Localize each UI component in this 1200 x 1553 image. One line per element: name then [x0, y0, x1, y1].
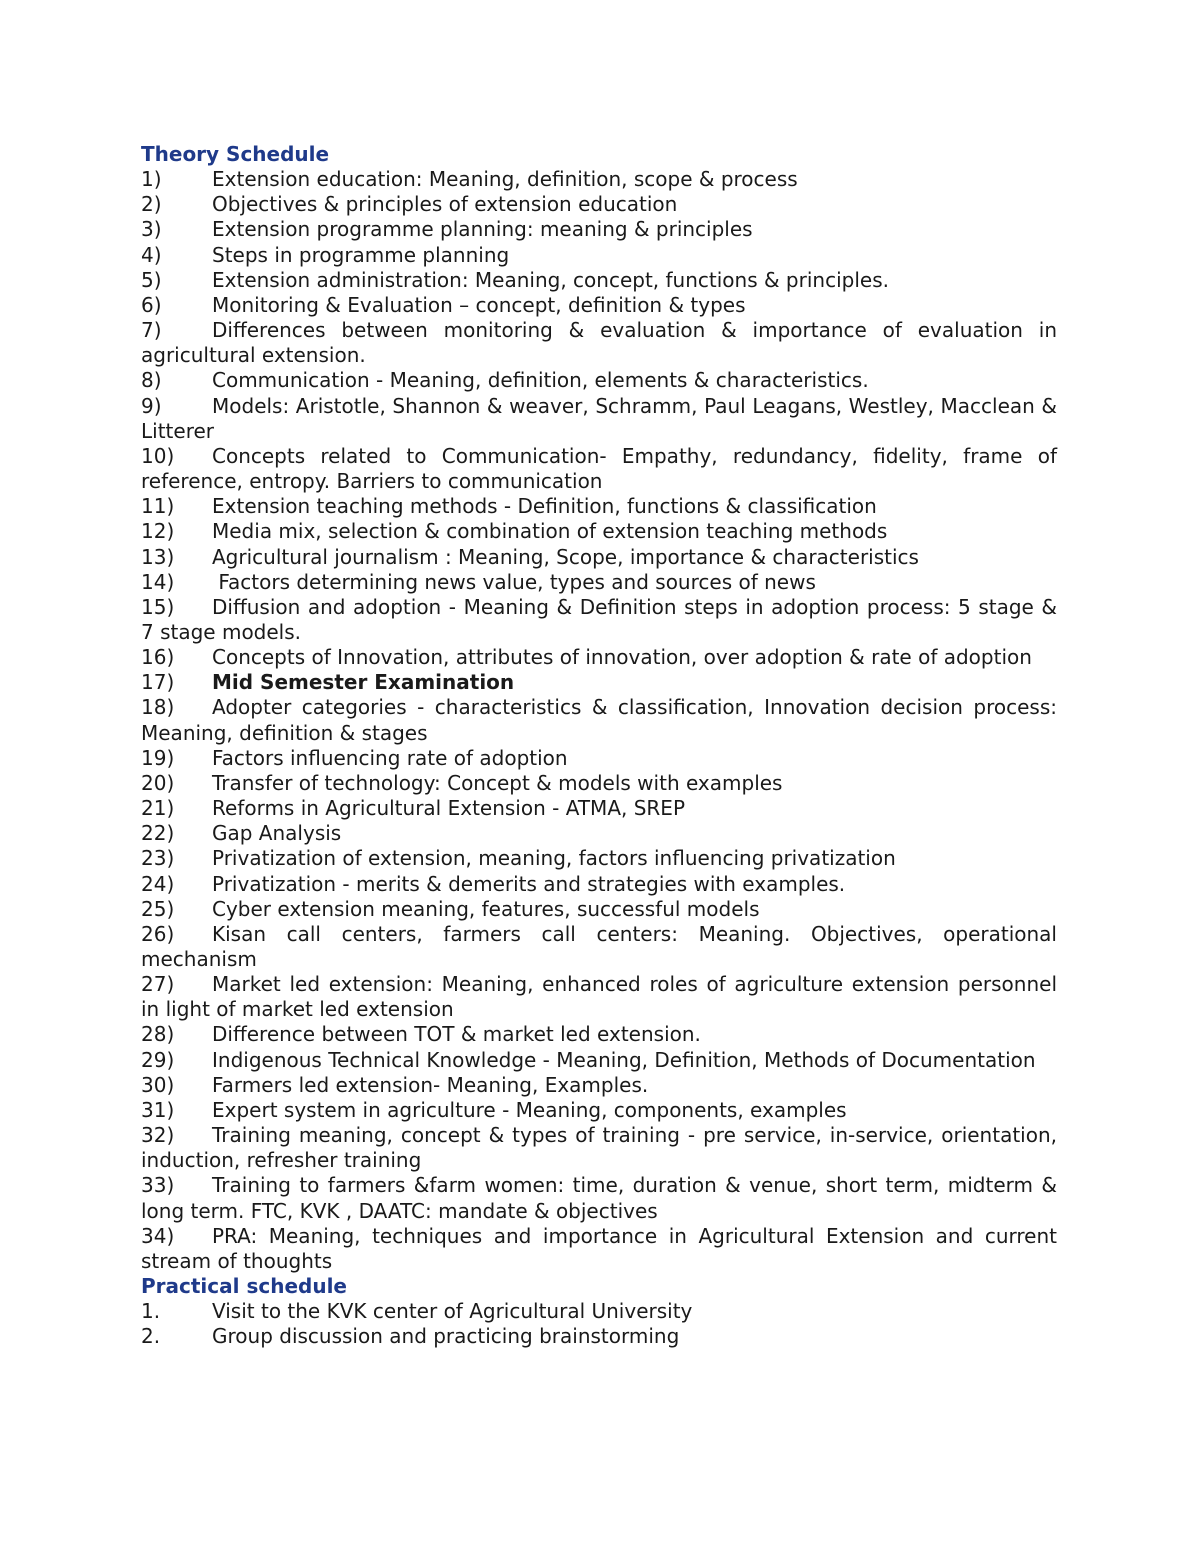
- theory-item-number: 28): [141, 1022, 175, 1047]
- theory-item-number: 19): [141, 745, 175, 770]
- theory-item: [141, 796, 1057, 821]
- theory-item-text: Extension programme planning: meaning & principles: [212, 217, 753, 242]
- theory-item: [141, 318, 1057, 368]
- theory-item: [141, 243, 1057, 268]
- theory-item: [141, 595, 1057, 645]
- practical-item-text: Group discussion and practicing brainstorming: [212, 1324, 680, 1349]
- practical-schedule-list: [141, 1299, 1057, 1349]
- theory-item-number: 3): [141, 217, 162, 242]
- theory-item-number: 31): [141, 1097, 175, 1122]
- theory-item-text: Extension education: Meaning, definition, scope & process: [212, 167, 798, 192]
- theory-item-text: Expert system in agriculture - Meaning, components, examples: [212, 1097, 847, 1122]
- theory-item-text: Differences between monitoring & evaluation & importance of evaluation in agricultural extension.: [141, 318, 1057, 368]
- theory-item-text: Mid Semester Examination: [212, 670, 515, 695]
- practical-item: [141, 1299, 1057, 1324]
- theory-item-number: 15): [141, 594, 175, 619]
- document-page: [141, 142, 1057, 1350]
- theory-item-number: 33): [141, 1173, 175, 1198]
- theory-item: [141, 293, 1057, 318]
- theory-item-text: Communication - Meaning, definition, elements & characteristics.: [212, 368, 869, 393]
- theory-item-number: 2): [141, 192, 162, 217]
- theory-item-number: 34): [141, 1223, 175, 1248]
- theory-item-text: Concepts of Innovation, attributes of innovation, over adoption & rate of adoption: [212, 645, 1032, 670]
- theory-item: [141, 494, 1057, 519]
- theory-item-text: Concepts related to Communication- Empathy, redundancy, fidelity, frame of reference, entropy. Barriers to communication: [141, 443, 1057, 494]
- theory-item: [141, 695, 1057, 745]
- theory-item: [141, 922, 1057, 972]
- theory-item-number: 17): [141, 670, 175, 695]
- theory-item-text: Adopter categories - characteristics & classification, Innovation decision process: Meaning, definition & stages: [141, 695, 1057, 745]
- theory-item: [141, 394, 1057, 444]
- theory-item-number: 5): [141, 267, 162, 292]
- theory-item-text: Farmers led extension- Meaning, Examples.: [212, 1072, 649, 1097]
- theory-item: [141, 897, 1057, 922]
- theory-item-number: 6): [141, 292, 162, 317]
- theory-item-number: 9): [141, 393, 162, 418]
- theory-item: [141, 872, 1057, 897]
- theory-item-number: 4): [141, 242, 162, 267]
- theory-item-text: Transfer of technology: Concept & models with examples: [212, 770, 783, 795]
- theory-item-text: Extension teaching methods - Definition, functions & classification: [212, 494, 877, 519]
- theory-item: [141, 1123, 1057, 1173]
- theory-item-text: Extension administration: Meaning, concept, functions & principles.: [212, 267, 889, 292]
- theory-item-number: 30): [141, 1072, 175, 1097]
- theory-item-text: Reforms in Agricultural Extension - ATMA, SREP: [212, 796, 685, 821]
- theory-item: [141, 1048, 1057, 1073]
- theory-item-text: Factors determining news value, types and sources of news: [212, 569, 816, 594]
- theory-item-text: PRA: Meaning, techniques and importance in Agricultural Extension and current stream of thoughts: [141, 1223, 1057, 1273]
- theory-item: [141, 217, 1057, 242]
- practical-item: [141, 1324, 1057, 1349]
- theory-item-number: 24): [141, 871, 175, 896]
- practical-schedule-heading: Practical schedule: [141, 1274, 347, 1299]
- theory-item-number: 26): [141, 921, 175, 946]
- theory-item-number: 20): [141, 770, 175, 795]
- theory-item-text: Training to farmers &farm women: time, duration & venue, short term, midterm & long term. FTC, KVK , DAATC: mandate & objectives: [141, 1173, 1057, 1223]
- theory-item-number: 29): [141, 1047, 175, 1072]
- theory-item: [141, 1073, 1057, 1098]
- practical-item-text: Visit to the KVK center of Agricultural University: [212, 1299, 693, 1324]
- theory-item-number: 16): [141, 645, 175, 670]
- theory-item: [141, 545, 1057, 570]
- theory-item: [141, 519, 1057, 544]
- theory-schedule-list: [141, 167, 1057, 1274]
- theory-item-text: Media mix, selection & combination of extension teaching methods: [212, 519, 888, 544]
- theory-item-number: 1): [141, 167, 162, 192]
- theory-item: [141, 570, 1057, 595]
- practical-item-number: 1.: [141, 1299, 161, 1324]
- theory-item-text: Cyber extension meaning, features, successful models: [212, 896, 760, 921]
- theory-item: [141, 444, 1057, 494]
- theory-item: [141, 846, 1057, 871]
- theory-item: [141, 368, 1057, 393]
- theory-item-number: 14): [141, 569, 175, 594]
- theory-item-text: Difference between TOT & market led extension.: [212, 1022, 701, 1047]
- theory-item: [141, 268, 1057, 293]
- theory-item-text: Kisan call centers, farmers call centers: Meaning. Objectives, operational mechanism: [141, 921, 1057, 971]
- practical-item-number: 2.: [141, 1324, 161, 1349]
- theory-item-text: Diffusion and adoption - Meaning & Definition steps in adoption process: 5 stage & 7 stage models.: [141, 594, 1057, 644]
- theory-item-number: 25): [141, 896, 175, 921]
- theory-item-text: Models: Aristotle, Shannon & weaver, Schramm, Paul Leagans, Westley, Macclean & Litterer: [141, 393, 1057, 443]
- theory-item-text: Indigenous Technical Knowledge - Meaning, Definition, Methods of Documentation: [212, 1047, 1036, 1072]
- theory-item: [141, 972, 1057, 1022]
- theory-item-number: 7): [141, 318, 162, 343]
- theory-item-text: Privatization of extension, meaning, factors influencing privatization: [212, 846, 896, 871]
- theory-item: [141, 1022, 1057, 1047]
- theory-item-number: 11): [141, 494, 175, 519]
- theory-item-number: 22): [141, 821, 175, 846]
- theory-item: [141, 192, 1057, 217]
- theory-item-text: Gap Analysis: [212, 821, 342, 846]
- theory-item-number: 32): [141, 1123, 175, 1148]
- theory-item-number: 13): [141, 544, 175, 569]
- theory-item: [141, 1224, 1057, 1274]
- theory-item-number: 23): [141, 846, 175, 871]
- theory-item-text: Market led extension: Meaning, enhanced roles of agriculture extension personnel in light of market led extension: [141, 972, 1057, 1022]
- theory-item: [141, 670, 1057, 695]
- theory-item: [141, 821, 1057, 846]
- theory-item-number: 12): [141, 519, 175, 544]
- theory-item-text: Agricultural journalism : Meaning, Scope, importance & characteristics: [212, 544, 919, 569]
- theory-item: [141, 746, 1057, 771]
- theory-item-number: 27): [141, 972, 175, 997]
- theory-item-number: 10): [141, 443, 175, 468]
- theory-item: [141, 167, 1057, 192]
- theory-item-number: 8): [141, 368, 162, 393]
- theory-item-number: 21): [141, 796, 175, 821]
- theory-item-text: Monitoring & Evaluation – concept, definition & types: [212, 292, 746, 317]
- theory-item-text: Privatization - merits & demerits and strategies with examples.: [212, 871, 846, 896]
- theory-item: [141, 1173, 1057, 1223]
- theory-item: [141, 1098, 1057, 1123]
- theory-item: [141, 771, 1057, 796]
- theory-schedule-heading: Theory Schedule: [141, 142, 330, 166]
- theory-item-text: Steps in programme planning: [212, 242, 510, 267]
- theory-item-text: Factors influencing rate of adoption: [212, 745, 568, 770]
- theory-item-text: Training meaning, concept & types of training - pre service, in-service, orientation, induction, refresher training: [141, 1123, 1057, 1173]
- theory-item-text: Objectives & principles of extension education: [212, 192, 678, 217]
- theory-item-number: 18): [141, 695, 175, 720]
- theory-item: [141, 645, 1057, 670]
